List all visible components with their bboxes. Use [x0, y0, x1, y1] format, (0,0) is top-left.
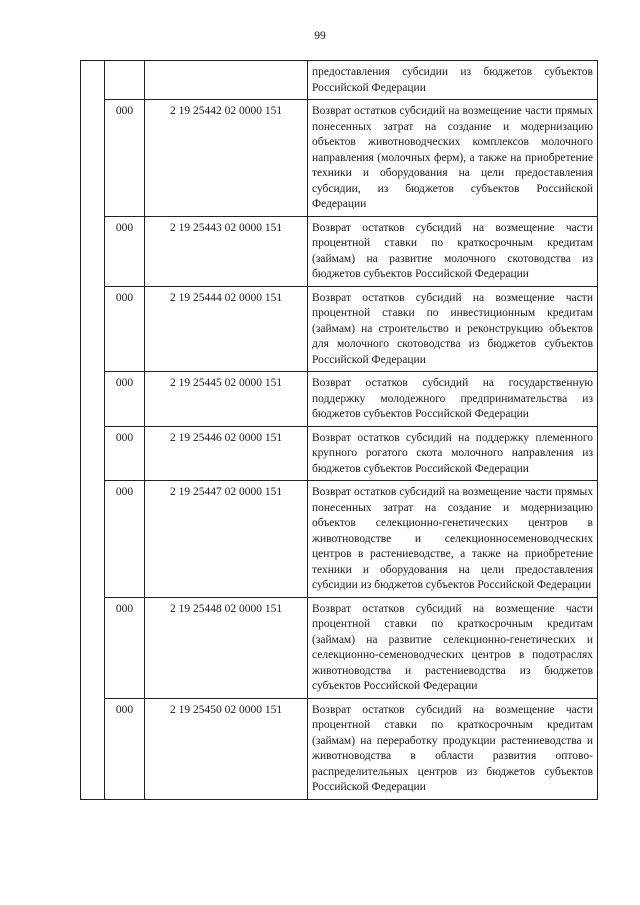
budget-code-cell: 2 19 25447 02 0000 151 [145, 481, 308, 598]
budget-code-cell: 2 19 25444 02 0000 151 [145, 286, 308, 372]
income-name-cell: Возврат остатков субсидий на поддержку племенного крупного рогатого скота молочного направления из бюджетов субъектов Российской Федерации [308, 426, 598, 481]
table-row [81, 698, 598, 799]
budget-code-cell: 2 19 25448 02 0000 151 [145, 597, 308, 698]
budget-code-cell: 2 19 25446 02 0000 151 [145, 426, 308, 481]
budget-code-cell: 2 19 25445 02 0000 151 [145, 372, 308, 427]
table-body [81, 61, 598, 800]
income-name-cell: предоставления субсидии из бюджетов субъектов Российской Федерации [308, 61, 598, 100]
admin-code-cell: 000 [105, 286, 145, 372]
admin-code-cell: 000 [105, 426, 145, 481]
budget-code-cell: 2 19 25443 02 0000 151 [145, 216, 308, 286]
budget-code-cell: 2 19 25442 02 0000 151 [145, 100, 308, 217]
income-name-cell: Возврат остатков субсидий на возмещение части процентной ставки по инвестиционным кредитам (займам) на строительство и реконструкцию объектов для молочного скотоводства из бюджетов субъектов Российской Федерации [308, 286, 598, 372]
table-row [81, 481, 598, 598]
income-name-cell: Возврат остатков субсидий на возмещение части прямых понесенных затрат на создание и модернизацию объектов животноводческих комплексов молочного направления (молочных ферм), а также на приобретение техники и оборудования на цели предоставления субсидии, из бюджетов субъектов Российской Федерации [308, 100, 598, 217]
table-row [81, 372, 598, 427]
admin-code-cell: 000 [105, 100, 145, 217]
table-row [81, 216, 598, 286]
table-row [81, 597, 598, 698]
admin-code-cell [105, 61, 145, 100]
empty-margin-cell [81, 61, 105, 800]
income-name-cell: Возврат остатков субсидий на возмещение части прямых понесенных затрат на создание и модернизацию объектов селекционно-генетических центров в животноводстве и селекционносеменоводческих центров в растениеводстве, а также на приобретение техники и оборудования на цели предоставления субсидии из бюджетов субъектов Российской Федерации [308, 481, 598, 598]
admin-code-cell: 000 [105, 597, 145, 698]
budget-code-cell: 2 19 25450 02 0000 151 [145, 698, 308, 799]
budget-classification-table [80, 60, 598, 800]
table-row [81, 100, 598, 217]
page-number: 99 [314, 30, 326, 42]
table-row [81, 61, 598, 100]
table-row [81, 426, 598, 481]
admin-code-cell: 000 [105, 372, 145, 427]
admin-code-cell: 000 [105, 481, 145, 598]
income-name-cell: Возврат остатков субсидий на возмещение части процентной ставки по краткосрочным кредитам (займам) на развитие молочного скотоводства из бюджетов субъектов Российской Федерации [308, 216, 598, 286]
table-row [81, 286, 598, 372]
admin-code-cell: 000 [105, 698, 145, 799]
budget-code-cell [145, 61, 308, 100]
income-name-cell: Возврат остатков субсидий на возмещение части процентной ставки по краткосрочным кредитам (займам) на развитие селекционно-генетических и селекционно-семеноводческих центров в подотраслях животноводства и растениеводства из бюджетов субъектов Российской Федерации [308, 597, 598, 698]
income-name-cell: Возврат остатков субсидий на государственную поддержку молодежного предпринимательства из бюджетов субъектов Российской Федерации [308, 372, 598, 427]
income-name-cell: Возврат остатков субсидий на возмещение части процентной ставки по краткосрочным кредитам (займам) на переработку продукции растениеводства и животноводства в области развития оптовораспределительных центров из бюджетов субъектов Российской Федерации [308, 698, 598, 799]
admin-code-cell: 000 [105, 216, 145, 286]
